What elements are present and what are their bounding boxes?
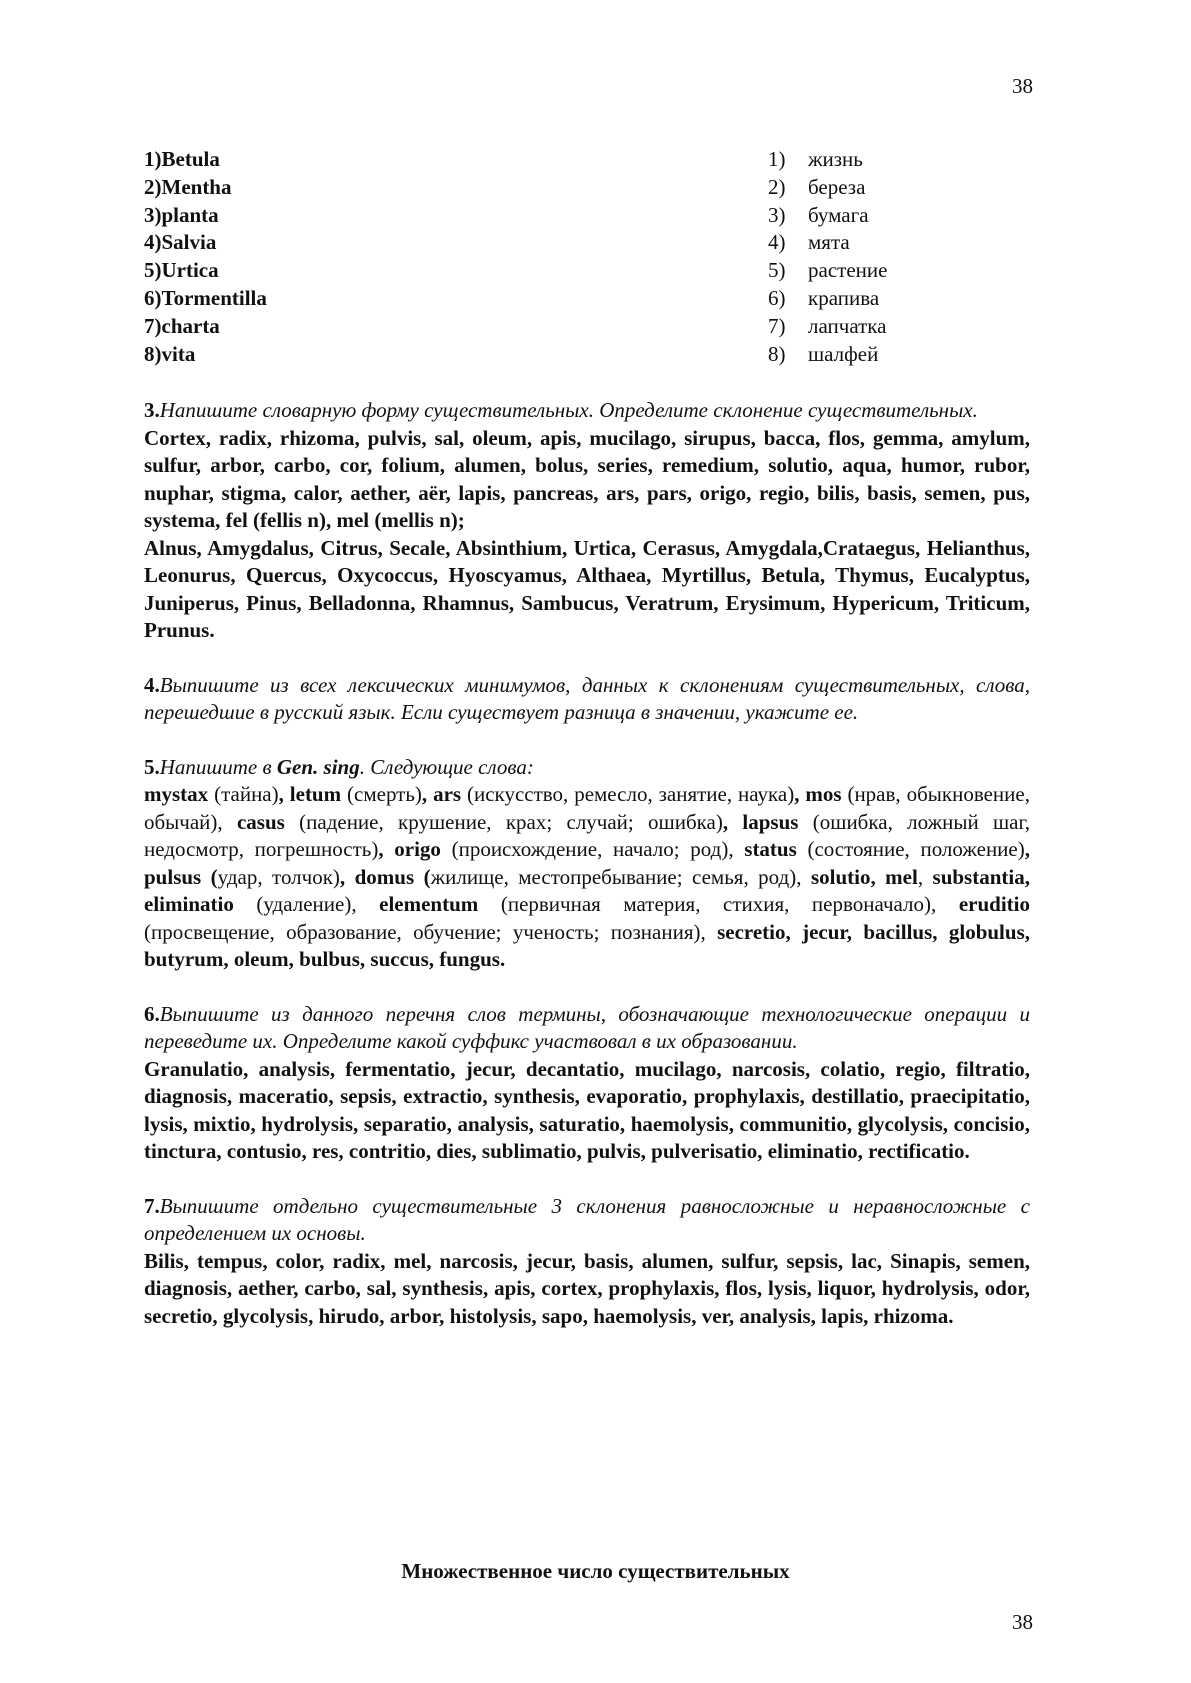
task-5 <box>144 754 1030 974</box>
latin-word: elementum <box>379 892 479 917</box>
translation: (ошибка, ложный шаг, недосмотр, погрешность) <box>144 809 1030 862</box>
russian-item-word: шалфей <box>808 341 879 366</box>
task-6-prompt <box>144 1001 1030 1056</box>
russian-item-num: 2) <box>768 174 786 199</box>
task-3-prompt-text: Напишите словарную форму существительных. Определите склонение существительных. <box>159 398 978 423</box>
task-7-number: 7. <box>144 1193 160 1218</box>
russian-item-num: 1) <box>768 147 786 171</box>
russian-item <box>768 229 1030 257</box>
translation: (просвещение, образование, обучение; ученость; познания), <box>144 919 718 944</box>
russian-item-word: мята <box>808 230 850 255</box>
task-3-word-list-1: Cortex, radix, rhizoma, pulvis, sal, oleum, apis, mucilago, sirupus, bacca, flos, gemma, amylum, sulfur, arbor, carbo, cor, folium, alumen, bolus, series, remedium, solutio, aqua, humor, rubor, nuphar, stigma, calor, aether, aёr, lapis, pancreas, ars, pars, origo, regio, bilis, basis, semen, pus, systema, fel (fellis n), mel (mellis n); <box>144 425 1030 533</box>
latin-word: , mos <box>794 782 842 807</box>
latin-word: , domus ( <box>339 864 431 889</box>
latin-word: , origo <box>378 837 441 862</box>
russian-item-word: крапива <box>808 285 880 310</box>
russian-item <box>768 146 1030 174</box>
section-heading: Множественное число существительных <box>401 1559 790 1583</box>
latin-word: casus <box>236 809 285 834</box>
russian-item-word: береза <box>808 174 866 199</box>
task-5-prompt-case: Gen. sing <box>276 754 360 779</box>
russian-item-word: растение <box>808 258 888 283</box>
russian-item <box>768 341 1030 369</box>
russian-item <box>768 257 1030 285</box>
latin-item: 3)planta <box>144 202 219 227</box>
translation: , <box>917 864 933 889</box>
latin-item: 2)Mentha <box>144 174 232 199</box>
page-content <box>144 146 1030 1330</box>
latin-word: eruditio <box>958 892 1030 917</box>
matching-table <box>144 146 1030 368</box>
task-4-number: 4. <box>144 672 160 697</box>
task-4-prompt-text: Выпишите из всех лексических минимумов, данных к склонениям существительных, слова, перешедшие в русский язык. Если существует разница в значении, укажите ее. <box>144 672 1030 725</box>
russian-item <box>768 202 1030 230</box>
latin-word: mystax <box>144 782 209 807</box>
task-7 <box>144 1193 1030 1331</box>
latin-word: solutio, mel <box>810 864 918 889</box>
latin-word: , ars <box>421 782 462 807</box>
russian-column <box>768 146 1030 368</box>
task-5-prompt-c: . Следующие слова: <box>359 754 534 779</box>
task-6-number: 6. <box>144 1001 160 1026</box>
task-3-word-list-2: Alnus, Amygdalus, Citrus, Secale, Absinthium, Urtica, Cerasus, Amygdala,Crataegus, Helianthus, Leonurus, Quercus, Oxycoccus, Hyoscyamus, Althaea, Myrtillus, Betula, Thymus, Eucalyptus, Juniperus, Pinus, Belladonna, Rhamnus, Sambucus, Veratrum, Erysimum, Hypericum, Triticum, Prunus. <box>144 535 1030 643</box>
task-5-word-list <box>144 781 1030 974</box>
translation: (нрав, обыкновение, обычай), <box>144 782 1030 834</box>
translation: (первичная материя, стихия, первоначало), <box>478 892 959 917</box>
latin-word: , lapsus <box>722 809 799 834</box>
task-6-word-list: Granulatio, analysis, fermentatio, jecur, decantatio, mucilago, narcosis, colatio, regio, filtratio, diagnosis, maceratio, sepsis, extractio, synthesis, evaporatio, prophylaxis, destillatio, praecipitatio, lysis, mixtio, hydrolysis, separatio, analysis, saturatio, haemolysis, communitio, glycolysis, concisio, tinctura, contusio, res, contritio, dies, sublimatio, pulvis, pulverisatio, eliminatio, rectificatio. <box>144 1056 1030 1164</box>
russian-item <box>768 285 1030 313</box>
task-7-prompt <box>144 1193 1030 1248</box>
translation: (удаление), <box>233 892 380 917</box>
page-number-bottom: 38 <box>1012 1610 1033 1634</box>
page-number-top: 38 <box>1012 74 1033 98</box>
latin-word: secretio, jecur, bacillus, globulus, butyrum, oleum, bulbus, succus, fungus. <box>144 919 1030 972</box>
russian-item-num: 4) <box>768 230 786 255</box>
russian-item-word: жизнь <box>808 147 863 171</box>
task-4-prompt <box>144 672 1030 727</box>
russian-item-num: 7) <box>768 313 786 338</box>
latin-item: 1)Betula <box>144 147 220 171</box>
latin-word: , pulsus ( <box>144 837 1030 889</box>
translation: (происхождение, начало; род), <box>440 837 745 862</box>
task-7-word-list: Bilis, tempus, color, radix, mel, narcosis, jecur, basis, alumen, sulfur, sepsis, lac, Sinapis, semen, diagnosis, aether, carbo, sal, synthesis, apis, cortex, prophylaxis, flos, lysis, liquor, hydrolysis, odor, secretio, glycolysis, hirudo, arbor, histolysis, sapo, haemolysis, ver, analysis, lapis, rhizoma. <box>144 1248 1030 1328</box>
translation: удар, толчок) <box>217 864 340 889</box>
russian-item-num: 3) <box>768 202 786 227</box>
russian-item-num: 5) <box>768 258 786 283</box>
translation: (тайна) <box>208 782 279 807</box>
latin-item: 5)Urtica <box>144 258 219 283</box>
task-3-number: 3. <box>144 398 160 423</box>
russian-item-num: 6) <box>768 285 786 310</box>
russian-item-word: лапчатка <box>808 313 887 338</box>
russian-item-num: 8) <box>768 341 786 366</box>
latin-item: 6)Tormentilla <box>144 285 267 310</box>
task-5-prompt <box>144 754 1030 782</box>
task-5-prompt-a: Напишите в <box>159 754 277 779</box>
task-5-number: 5. <box>144 754 160 779</box>
translation: жилище, местопребывание; семья, род), <box>430 864 811 889</box>
latin-item: 8)vita <box>144 341 196 366</box>
translation: (искусство, ремесло, занятие, наука) <box>461 782 795 807</box>
latin-word: status <box>744 837 797 862</box>
task-4 <box>144 672 1030 727</box>
task-3 <box>144 397 1030 645</box>
latin-word: , letum <box>278 782 342 807</box>
latin-word: substantia, eliminatio <box>144 864 1030 917</box>
task-3-prompt <box>144 397 1030 425</box>
latin-column <box>144 146 267 368</box>
translation: (смерть) <box>341 782 422 807</box>
task-7-prompt-text: Выпишите отдельно существительные 3 склонения равносложные и неравносложные с определением их основы. <box>144 1193 1030 1246</box>
task-6-prompt-text: Выпишите из данного перечня слов термины, обозначающие технологические операции и переведите их. Определите какой суффикс участвовал в их образовании. <box>144 1001 1030 1054</box>
task-6 <box>144 1001 1030 1166</box>
translation: (состояние, положение) <box>796 837 1025 862</box>
russian-item-word: бумага <box>808 202 869 227</box>
latin-item: 4)Salvia <box>144 230 217 255</box>
russian-item <box>768 313 1030 341</box>
russian-item <box>768 174 1030 202</box>
translation: (падение, крушение, крах; случай; ошибка) <box>284 809 723 834</box>
latin-item: 7)charta <box>144 313 220 338</box>
